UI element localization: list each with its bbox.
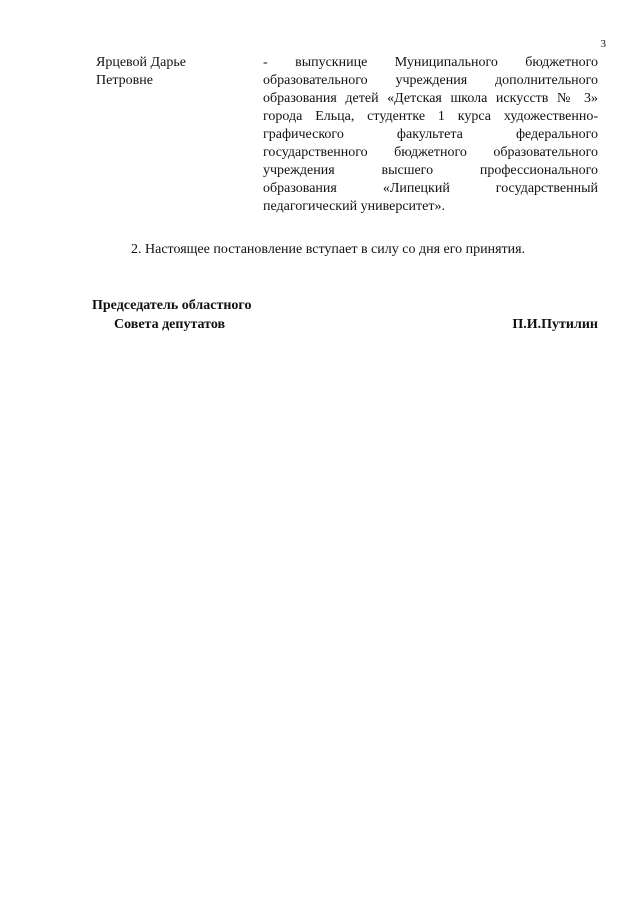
description-line: государственного бюджетного образовательного — [263, 145, 598, 160]
description-line: учреждения высшего профессионального — [263, 163, 598, 178]
description-line: педагогический университет». — [263, 199, 445, 214]
description-line: образования «Липецкий государственный — [263, 181, 598, 196]
description-line: графического факультета федерального — [263, 127, 598, 142]
effective-date-clause: 2. Настоящее постановление вступает в силу со дня его принятия. — [131, 242, 526, 257]
signatory-name: П.И.Путилин — [512, 317, 598, 332]
page-number: 3 — [600, 38, 606, 50]
description-line: образовательного учреждения дополнительного — [263, 73, 598, 88]
recipient-name — [96, 54, 246, 90]
recipient-name-line: Петровне — [96, 73, 153, 88]
recipient-name-line: Ярцевой Дарье — [96, 55, 186, 70]
description-line: образования детей «Детская школа искусств № 3» — [263, 91, 598, 106]
description-line: - выпускнице Муниципального бюджетного — [263, 55, 598, 70]
signatory-title-line-2: Совета депутатов — [114, 317, 226, 332]
signatory-title-line-1: Председатель областного — [92, 298, 252, 313]
recipient-description — [263, 54, 598, 216]
description-line: города Ельца, студентке 1 курса художественно- — [263, 109, 598, 124]
